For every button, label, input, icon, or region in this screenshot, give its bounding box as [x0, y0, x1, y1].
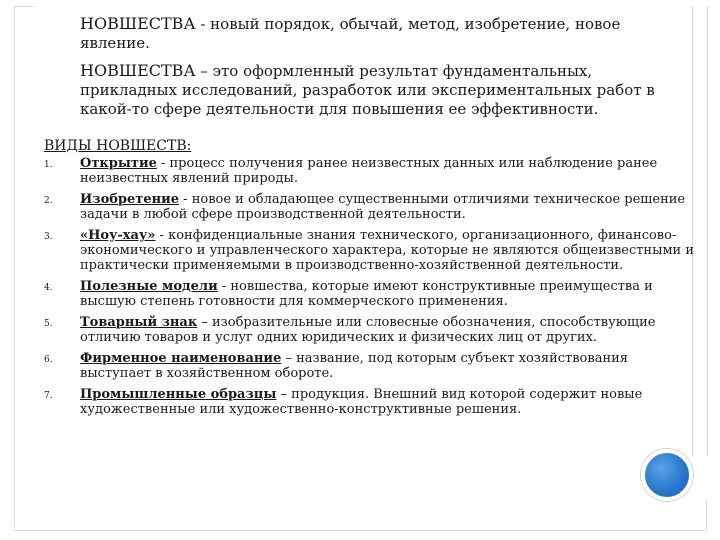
item-description: - новшества, которые имеют конструктивные преимущества и высшую степень готовности для коммерческого применения.	[80, 279, 653, 309]
decorative-circle	[641, 449, 693, 501]
item-name: Товарный знак	[80, 315, 198, 330]
definition-dash: –	[195, 62, 213, 80]
item-text	[80, 228, 694, 273]
item-name: Полезные модели	[80, 279, 218, 294]
list-item	[44, 351, 694, 381]
slide-frame-left	[14, 6, 35, 527]
slide-frame-bottom	[14, 530, 706, 531]
item-number: 5.	[44, 319, 53, 329]
definition-text: новый порядок, обычай, метод, изобретение, новое явление.	[80, 15, 621, 52]
item-number: 3.	[44, 232, 53, 242]
slide-frame-corner	[706, 500, 707, 530]
item-text	[80, 192, 694, 222]
slide-frame-right	[692, 6, 708, 456]
definition-2	[80, 61, 680, 119]
item-text	[80, 156, 694, 186]
item-name: Промышленные образцы	[80, 387, 277, 402]
types-heading: ВИДЫ НОВШЕСТВ:	[44, 138, 192, 154]
definition-text: это оформленный результат фундаментальных, прикладных исследований, разработок или экспериментальных работ в какой-то сфере деятельности для повышения ее эффективности.	[80, 62, 655, 118]
item-name: «Ноу-хау»	[80, 228, 156, 243]
list-item	[44, 315, 694, 345]
item-number: 2.	[44, 196, 53, 206]
list-item	[44, 228, 694, 273]
item-description: - процесс получения ранее неизвестных данных или наблюдение ранее неизвестных явлений природы.	[80, 156, 658, 186]
item-description: – продукция. Внешний вид которой содержит новые художественные или художественно-конструктивные решения.	[80, 387, 643, 417]
definition-dash: -	[195, 15, 211, 33]
item-description: – изобразительные или словесные обозначения, способствующие отличию товаров и услуг одних юридических и физических лиц от других.	[80, 315, 656, 345]
item-text	[80, 279, 694, 309]
definition-1	[80, 14, 660, 53]
list-item	[44, 192, 694, 222]
list-item	[44, 387, 694, 417]
item-description: - конфиденциальные знания технического, организационного, финансово-экономического и управленческого характера, которые не являются общеизвестными и практически применяемыми в производственно-хозяйственной деятельности.	[80, 228, 695, 273]
definition-term: НОВШЕСТВА	[80, 61, 196, 80]
item-number: 6.	[44, 355, 53, 365]
item-description: - новое и обладающее существенными отличиями техническое решение задачи в любой сфере производственной деятельности.	[80, 192, 686, 222]
item-description: – название, под которым субъект хозяйствования выступает в хозяйственном обороте.	[80, 351, 628, 381]
item-name: Изобретение	[80, 192, 180, 207]
types-list	[44, 156, 694, 423]
item-number: 7.	[44, 391, 53, 401]
item-name: Открытие	[80, 156, 157, 171]
item-text	[80, 351, 694, 381]
definition-term: НОВШЕСТВА	[80, 14, 196, 33]
item-number: 4.	[44, 283, 53, 293]
item-number: 1.	[44, 160, 53, 170]
list-item	[44, 156, 694, 186]
item-text	[80, 315, 694, 345]
list-item	[44, 279, 694, 309]
item-text	[80, 387, 694, 417]
item-name: Фирменное наименование	[80, 351, 282, 366]
